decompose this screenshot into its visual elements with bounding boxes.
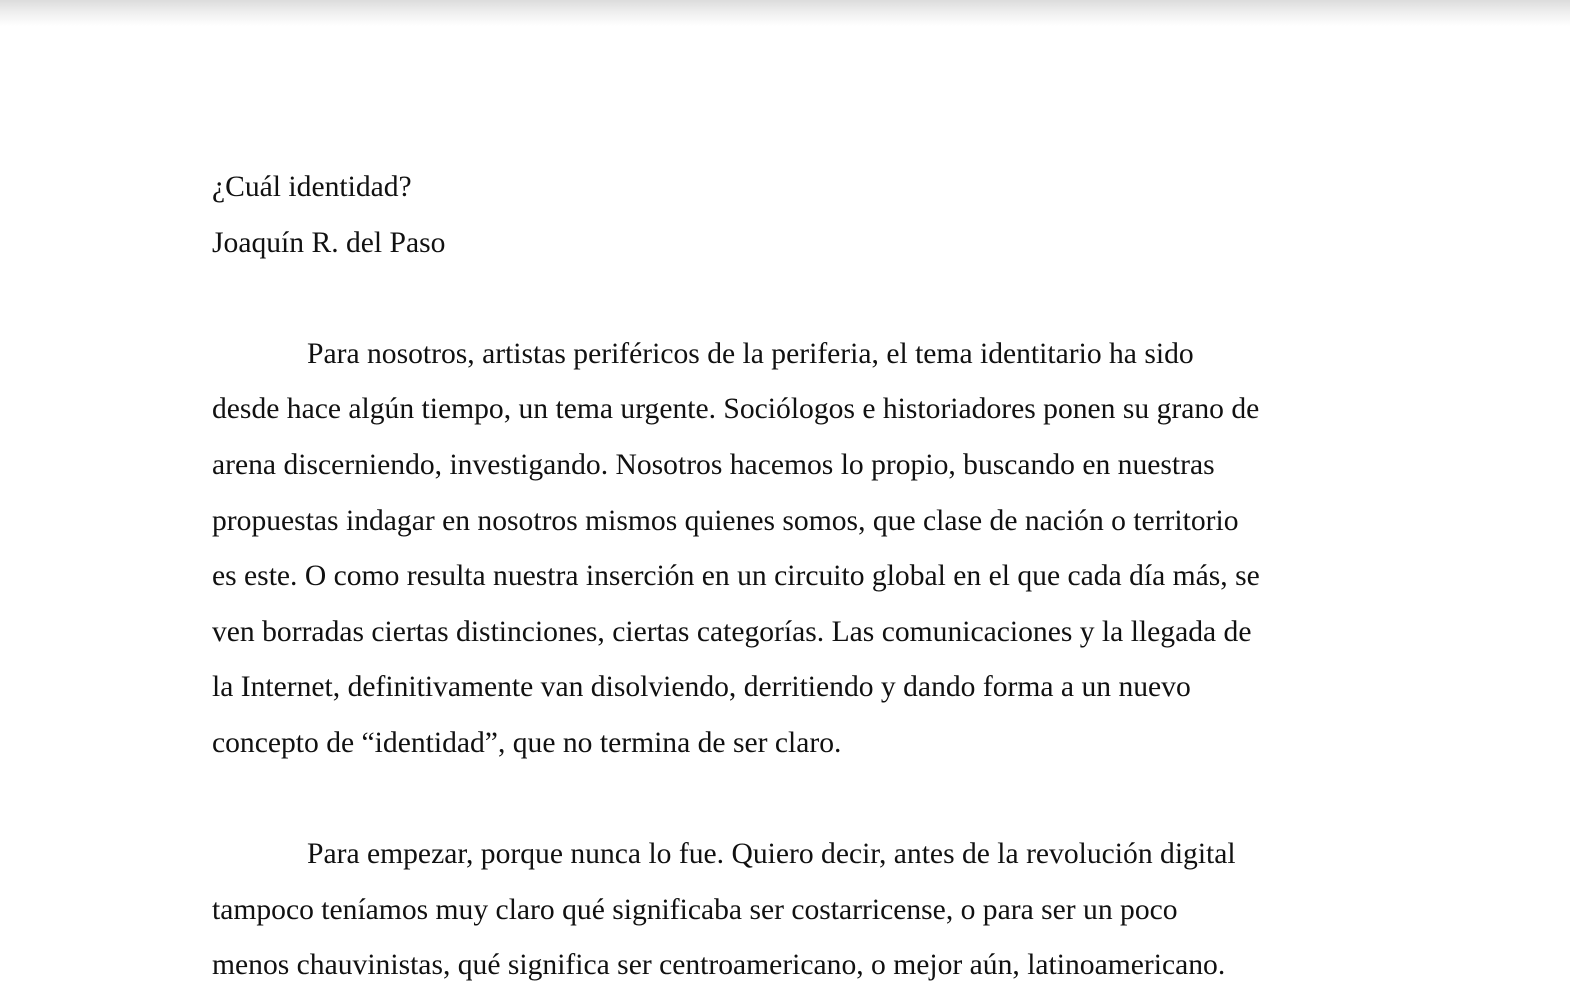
paragraph-1 [212,327,1372,772]
line-text: Para nosotros, artistas periféricos de la periferia, el tema identitario ha sido [307,337,1194,370]
paragraph-line: ven borradas ciertas distinciones, ciertas categorías. Las comunicaciones y la llegada de [212,615,1252,648]
blank-line [212,772,1372,828]
paragraph-line: la Internet, definitivamente van disolviendo, derritiendo y dando forma a un nuevo [212,671,1191,704]
paragraph-line: es este. O como resulta nuestra inserción en un circuito global en el que cada día más, se [212,560,1260,593]
paragraph-line [212,327,1372,383]
paragraph-line: propuestas indagar en nosotros mismos quienes somos, que clase de nación o territorio [212,504,1239,537]
paragraph-line: menos chauvinistas, qué significa ser centroamericano, o mejor aún, latinoamericano. [212,949,1226,982]
blank-line [212,271,1372,327]
paragraph-2 [212,827,1372,982]
document-content [212,160,1372,982]
line-text: Para empezar, porque nunca lo fue. Quiero decir, antes de la revolución digital [307,838,1236,871]
document-title: ¿Cuál identidad? [212,171,412,203]
paragraph-line [212,827,1372,883]
paragraph-line: desde hace algún tiempo, un tema urgente. Sociólogos e historiadores ponen su grano de [212,393,1260,426]
paragraph-line: tampoco teníamos muy claro qué significaba ser costarricense, o para ser un poco [212,893,1178,926]
paragraph-line: concepto de “identidad”, que no termina de ser claro. [212,726,842,759]
page-top-shadow [0,0,1570,26]
paragraph-line: arena discerniendo, investigando. Nosotros hacemos lo propio, buscando en nuestras [212,448,1215,481]
document-author: Joaquín R. del Paso [212,226,446,259]
